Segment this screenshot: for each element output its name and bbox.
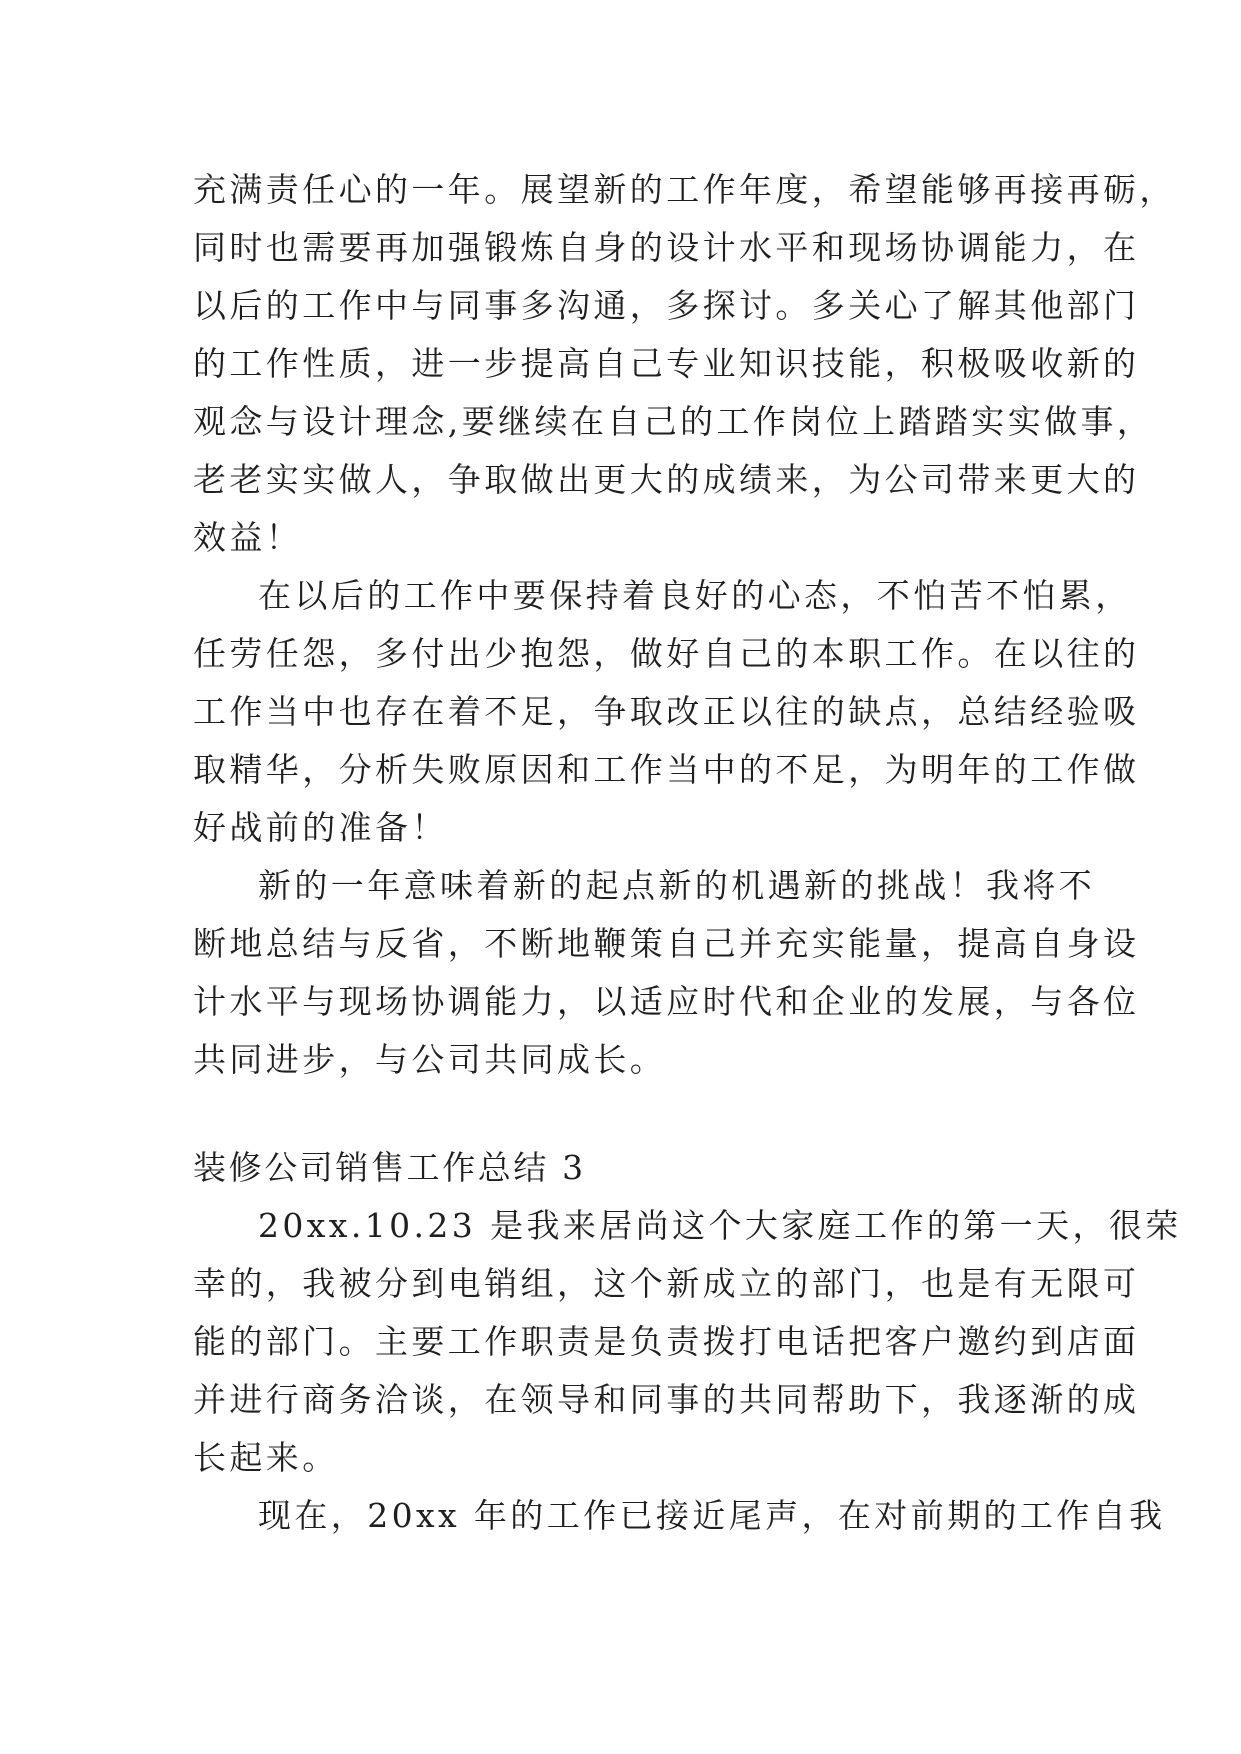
text-line: 能的部门。主要工作职责是负责拨打电话把客户邀约到店面 [193,1322,1140,1361]
section-heading: 装修公司销售工作总结 3 [193,1148,586,1187]
text-line: 同时也需要再加强锻炼自身的设计水平和现场协调能力，在 [193,228,1140,267]
text-line: 20xx.10.23 是我来居尚这个大家庭工作的第一天，很荣 [258,1206,1182,1245]
text-line: 好战前的准备！ [193,808,448,847]
text-line: 计水平与现场协调能力，以适应时代和企业的发展，与各位 [193,982,1140,1021]
text-line: 新的一年意味着新的起点新的机遇新的挑战！我将不 [258,866,1096,905]
text-line: 工作当中也存在着不足，争取改正以往的缺点，总结经验吸 [193,692,1140,731]
text-line: 以后的工作中与同事多沟通，多探讨。多关心了解其他部门 [193,286,1140,325]
text-line: 取精华，分析失败原因和工作当中的不足，为明年的工作做 [193,750,1140,789]
text-line: 共同进步，与公司共同成长。 [193,1040,667,1079]
text-line: 效益！ [193,518,303,557]
text-line: 的工作性质，进一步提高自己专业知识技能，积极吸收新的 [193,344,1140,383]
text-line: 老老实实做人，争取做出更大的成绩来，为公司带来更大的 [193,460,1140,499]
text-line: 幸的，我被分到电销组，这个新成立的部门，也是有无限可 [193,1264,1140,1303]
text-line: 观念与设计理念,要继续在自己的工作岗位上踏踏实实做事， [193,402,1154,441]
text-line: 在以后的工作中要保持着良好的心态，不怕苦不怕累， [258,576,1132,615]
text-line: 任劳任怨，多付出少抱怨，做好自己的本职工作。在以往的 [193,634,1140,673]
text-line: 现在，20xx 年的工作已接近尾声，在对前期的工作自我 [258,1496,1166,1535]
text-line: 充满责任心的一年。展望新的工作年度，希望能够再接再砺， [193,170,1176,209]
text-line: 断地总结与反省，不断地鞭策自己并充实能量，提高自身设 [193,924,1140,963]
text-line: 长起来。 [193,1438,339,1477]
text-line: 并进行商务洽谈，在领导和同事的共同帮助下，我逐渐的成 [193,1380,1140,1419]
